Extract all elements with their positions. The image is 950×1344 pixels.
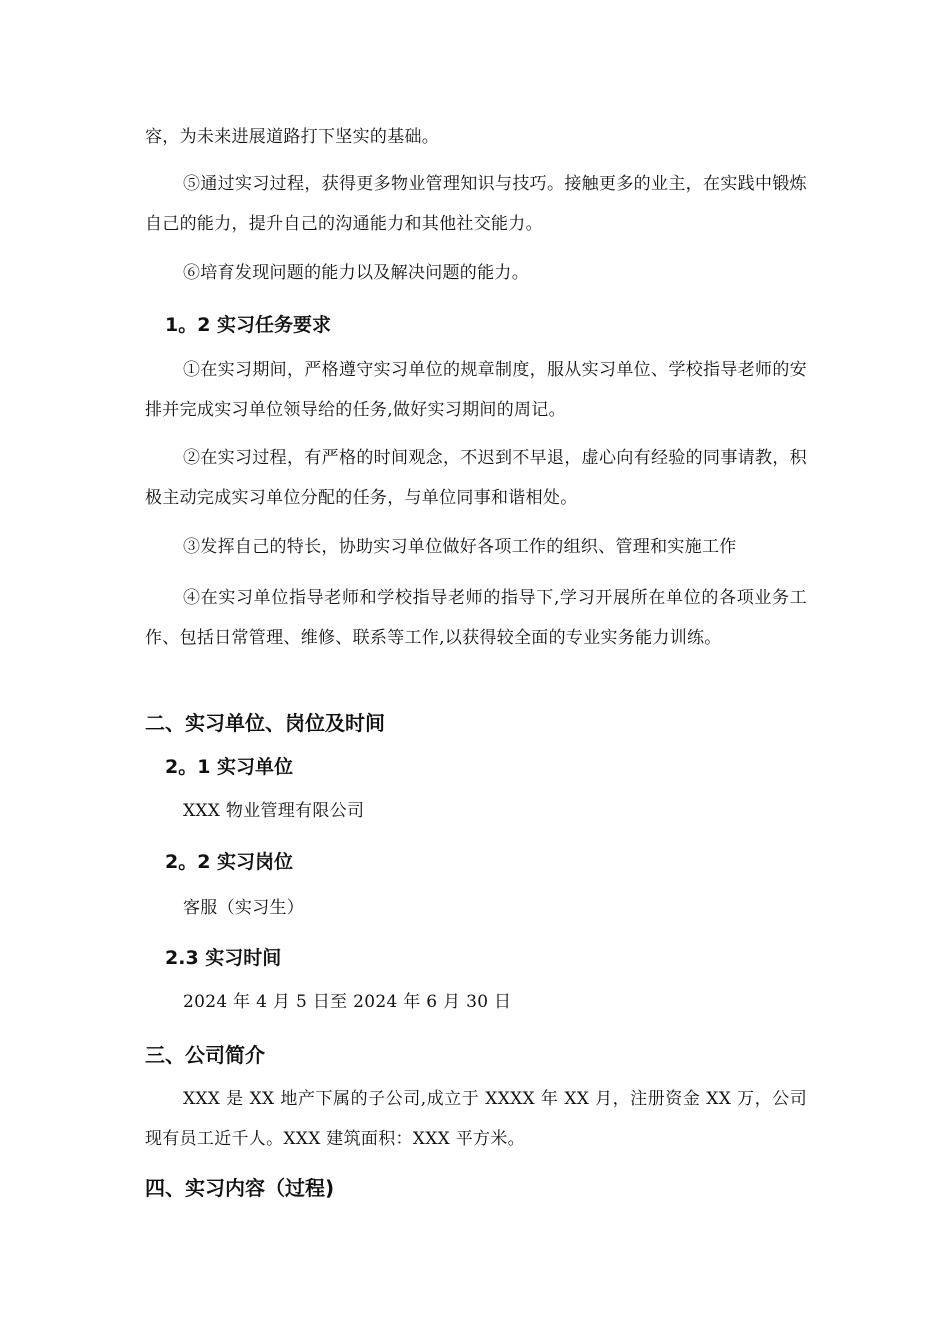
paragraph-text: ③发挥自己的特长，协助实习单位做好各项工作的组织、管理和实施工作	[183, 537, 737, 557]
paragraph-time	[145, 982, 807, 1022]
heading-2-3	[145, 943, 807, 973]
heading-2-2	[145, 847, 807, 877]
section-heading: 2。2 实习岗位	[165, 851, 294, 873]
paragraph-text: ④在实习单位指导老师和学校指导老师的指导下,学习开展所在单位的各项业务工作、包括日常管理、维修、联系等工作,以获得较全面的专业实务能力训练。	[145, 588, 807, 648]
paragraph-objective-6	[145, 253, 807, 293]
paragraph-text: ⑥培育发现问题的能力以及解决问题的能力。	[183, 263, 529, 283]
paragraph-continuation	[145, 117, 807, 157]
paragraph-post	[145, 888, 807, 928]
paragraph-unit	[145, 791, 807, 831]
section-heading: 二、实习单位、岗位及时间	[145, 711, 385, 735]
paragraph-text: 客服（实习生）	[183, 898, 305, 918]
paragraph-text: XXX 是 XX 地产下属的子公司,成立于 XXXX 年 XX 月，注册资金 XX 万，公司现有员工近千人。XXX 建筑面积：XXX 平方米。	[145, 1089, 807, 1149]
section-heading: 三、公司简介	[145, 1043, 265, 1067]
paragraph-requirement-3	[145, 527, 807, 567]
paragraph-requirement-1	[145, 350, 807, 430]
heading-2-1	[145, 752, 807, 782]
paragraph-objective-5	[145, 164, 807, 244]
heading-section-4	[145, 1173, 807, 1203]
paragraph-text: ⑤通过实习过程，获得更多物业管理知识与技巧。接触更多的业主，在实践中锻炼自己的能力，提升自己的沟通能力和其他社交能力。	[145, 174, 807, 234]
heading-section-2	[145, 708, 807, 738]
paragraph-text: ①在实习期间，严格遵守实习单位的规章制度，服从实习单位、学校指导老师的安排并完成实习单位领导给的任务,做好实习期间的周记。	[145, 360, 807, 420]
paragraph-text: 2024 年 4 月 5 日至 2024 年 6 月 30 日	[183, 992, 512, 1012]
heading-1-2	[145, 310, 807, 340]
paragraph-text: ②在实习过程，有严格的时间观念，不迟到不早退，虚心向有经验的同事请教，积极主动完成实习单位分配的任务，与单位同事和谐相处。	[145, 448, 807, 508]
section-heading: 1。2 实习任务要求	[165, 314, 332, 336]
paragraph-requirement-2	[145, 438, 807, 518]
section-heading: 四、实习内容（过程)	[145, 1176, 335, 1200]
section-heading: 2.3 实习时间	[165, 947, 282, 969]
paragraph-text: 容，为未来进展道路打下坚实的基础。	[145, 127, 440, 147]
heading-section-3	[145, 1040, 807, 1070]
section-heading: 2。1 实习单位	[165, 756, 294, 778]
paragraph-company-intro	[145, 1079, 807, 1159]
paragraph-requirement-4	[145, 578, 807, 658]
paragraph-text: XXX 物业管理有限公司	[183, 801, 365, 821]
